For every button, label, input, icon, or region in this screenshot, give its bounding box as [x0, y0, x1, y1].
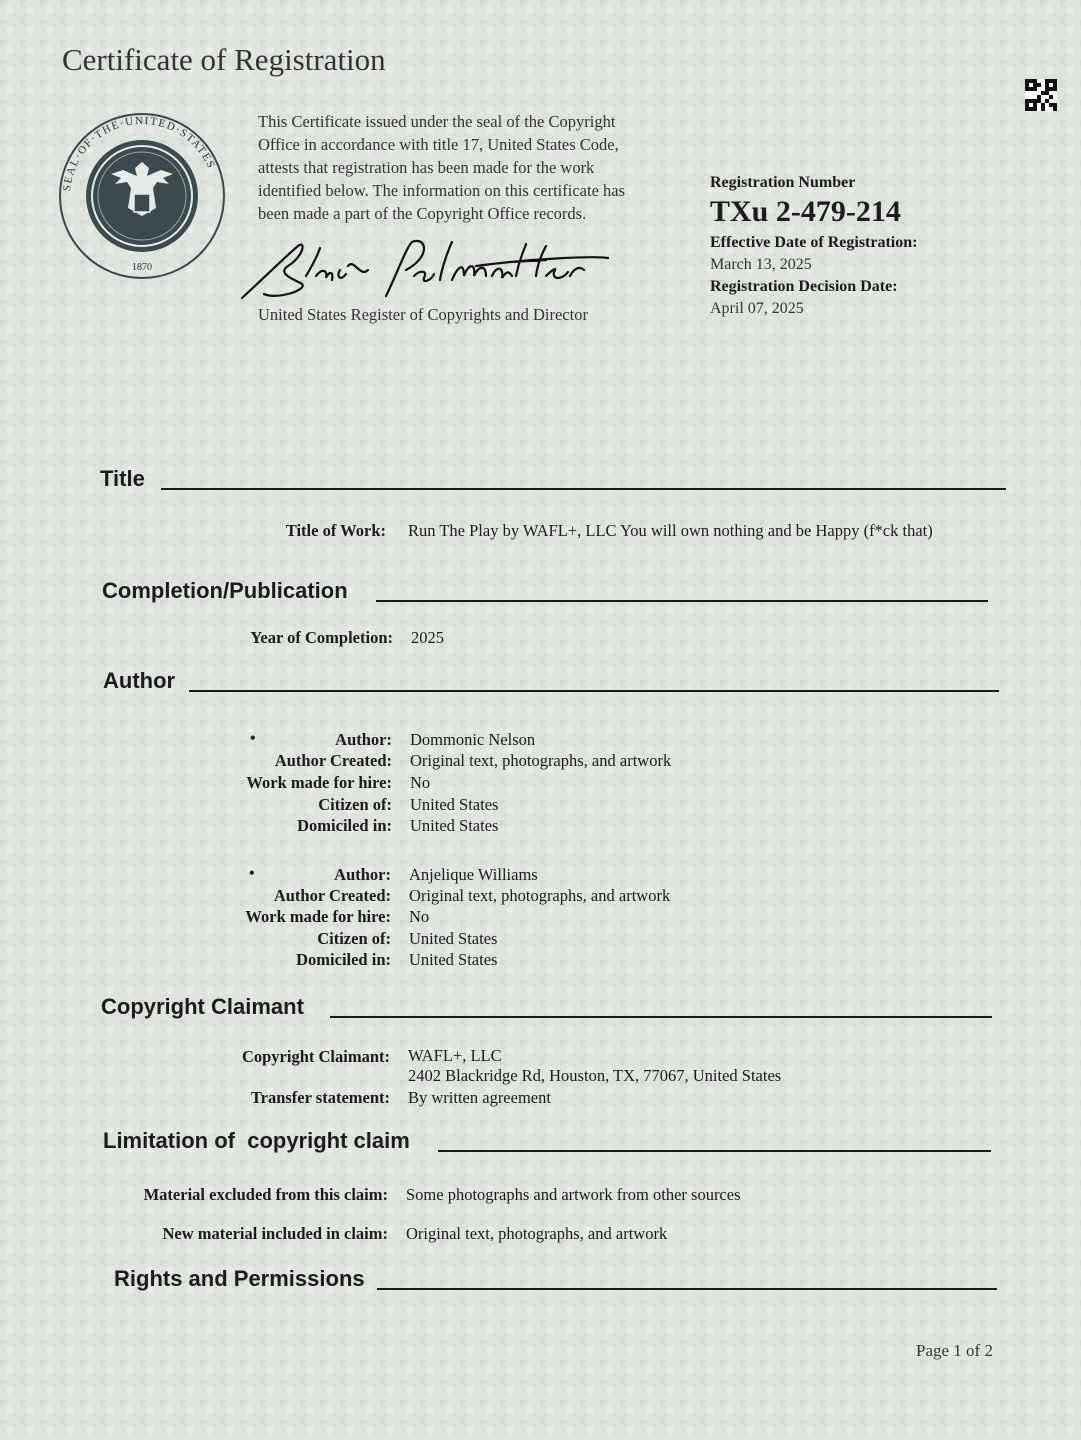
section-heading: Copyright Claimant [101, 994, 304, 1019]
transfer-statement-row [0, 1087, 551, 1108]
material-excluded-row [0, 1184, 741, 1205]
field-label: Material excluded from this claim: [143, 1185, 388, 1204]
domiciled-row [0, 949, 497, 970]
work-for-hire-value: No [410, 773, 431, 792]
section-claimant [101, 994, 992, 1020]
author-bullet: • [249, 865, 255, 882]
citizen-value: United States [410, 795, 499, 814]
statement-line: attests that registration has been made for the work [258, 158, 595, 177]
domiciled-value: United States [409, 950, 498, 969]
section-heading: Limitation of copyright claim [103, 1128, 410, 1153]
certificate-statement [258, 110, 678, 225]
section-title [100, 466, 1006, 492]
field-label: Copyright Claimant: [241, 1047, 390, 1066]
section-rights [114, 1266, 997, 1292]
claimant-name: WAFL+, LLC [408, 1046, 502, 1065]
decision-date: April 07, 2025 [710, 300, 804, 317]
seal-arc-text: SEAL·OF·THE·UNITED·STATES [61, 114, 218, 192]
citizen-row [0, 928, 497, 949]
transfer-statement-value: By written agreement [408, 1088, 551, 1107]
statement-line: Office in accordance with title 17, United States Code, [258, 135, 619, 154]
claimant-address: 2402 Blackridge Rd, Houston, TX, 77067, United States [408, 1066, 782, 1085]
field-label: Domiciled in: [297, 816, 392, 835]
title-of-work-value: Run The Play by WAFL+, LLC You will own nothing and be Happy (f*ck that) [408, 521, 933, 540]
field-label: Citizen of: [318, 795, 392, 814]
author-bullet: • [250, 730, 256, 747]
section-completion [102, 578, 988, 604]
section-rule [161, 488, 1006, 490]
section-rule [376, 600, 988, 602]
section-rule [330, 1016, 992, 1018]
field-label: Work made for hire: [245, 907, 391, 926]
section-limitation [103, 1128, 991, 1154]
field-label: New material included in claim: [162, 1224, 388, 1243]
section-rule [438, 1150, 991, 1152]
new-material-value: Original text, photographs, and artwork [406, 1224, 668, 1243]
year-of-completion-value: 2025 [411, 628, 444, 647]
registration-number: TXu 2-479-214 [710, 195, 901, 228]
field-label: Work made for hire: [246, 773, 392, 792]
handwritten-signature [236, 236, 616, 308]
statement-line: identified below. The information on this certificate has [258, 181, 626, 200]
section-heading: Completion/Publication [102, 578, 348, 603]
author-row [0, 729, 535, 750]
section-rule [189, 690, 999, 692]
author-created-value: Original text, photographs, and artwork [410, 751, 672, 770]
work-for-hire-row [0, 772, 430, 793]
author-created-value: Original text, photographs, and artwork [409, 886, 671, 905]
registration-block [710, 172, 1030, 320]
work-for-hire-row [0, 906, 429, 927]
copyright-office-seal [58, 112, 226, 280]
field-label: Citizen of: [317, 929, 391, 948]
field-label: Domiciled in: [296, 950, 391, 969]
new-material-row [0, 1223, 667, 1244]
field-label: Author Created: [273, 886, 391, 905]
decision-date-label: Registration Decision Date: [710, 278, 898, 295]
effective-date-label: Effective Date of Registration: [710, 234, 918, 251]
claimant-value [390, 1046, 781, 1086]
qr-code-icon [1025, 79, 1057, 111]
signer-caption: United States Register of Copyrights and Director [258, 305, 588, 324]
section-rule [377, 1288, 997, 1290]
field-label: Author Created: [274, 751, 392, 770]
citizen-value: United States [409, 929, 498, 948]
page-number: Page 1 of 2 [916, 1341, 993, 1360]
field-label: Author: [334, 865, 391, 884]
registration-number-label: Registration Number [710, 174, 856, 191]
author-created-row [0, 885, 670, 906]
copyright-claimant-row [0, 1046, 781, 1086]
statement-line: been made a part of the Copyright Office records. [258, 204, 587, 223]
field-label: Transfer statement: [250, 1088, 390, 1107]
author-created-row [0, 750, 671, 771]
field-label: Author: [335, 730, 392, 749]
seal-year: 1870 [132, 262, 152, 273]
section-heading: Author [103, 668, 176, 693]
author-name: Dommonic Nelson [410, 730, 536, 749]
title-of-work-row [0, 520, 933, 541]
certificate-title: Certificate of Registration [62, 42, 386, 77]
section-heading: Title [100, 466, 145, 491]
effective-date: March 13, 2025 [710, 256, 812, 273]
domiciled-row [0, 815, 498, 836]
domiciled-value: United States [410, 816, 499, 835]
author-name: Anjelique Williams [409, 865, 538, 884]
material-excluded-value: Some photographs and artwork from other sources [406, 1185, 741, 1204]
year-of-completion-row [0, 627, 444, 648]
citizen-row [0, 794, 498, 815]
field-label: Title of Work: [285, 521, 386, 540]
work-for-hire-value: No [409, 907, 430, 926]
statement-line: This Certificate issued under the seal of the Copyright [258, 112, 616, 131]
section-author [103, 668, 999, 694]
section-heading: Rights and Permissions [114, 1266, 365, 1291]
field-label: Year of Completion: [250, 628, 393, 647]
author-row [0, 864, 538, 885]
